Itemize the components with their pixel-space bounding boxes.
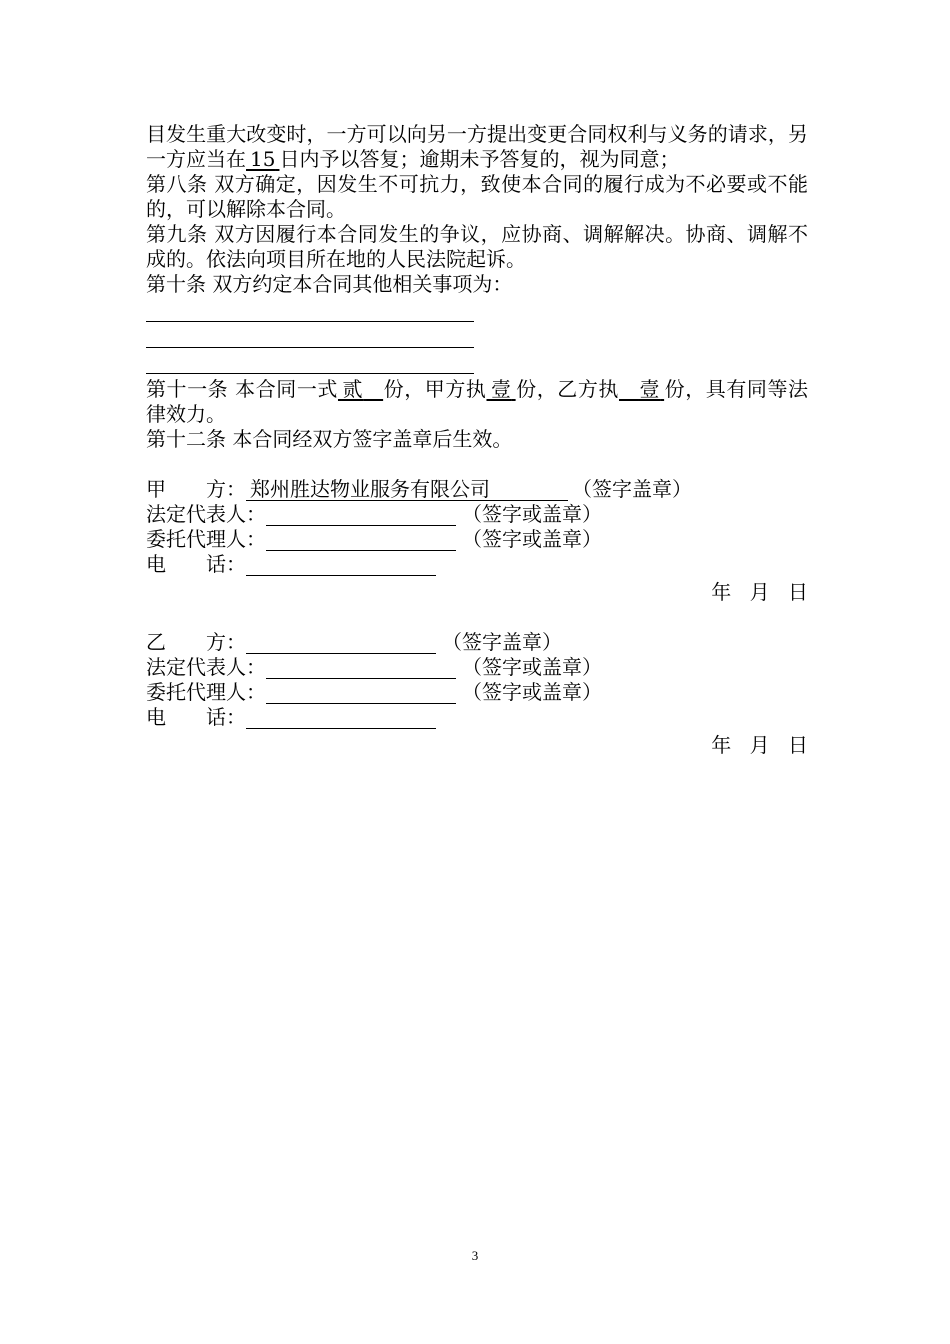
clause-7-text: 目发生重大改变时，一方可以向另一方提出变更合同权利与义务的请求，另一方应当在: [146, 122, 808, 171]
party-a-name-note: （签字盖章）: [572, 477, 692, 501]
party-b-rep-label: 法定代表人：: [146, 655, 266, 679]
party-b-agent-row: [146, 680, 808, 705]
party-a-label: 甲 方：: [146, 477, 246, 501]
party-a-agent-row: [146, 527, 808, 552]
copies-total: [338, 377, 383, 401]
party-a-phone-row: [146, 552, 808, 577]
party-b-rep-note: （签字或盖章）: [462, 655, 602, 679]
party-b-name-row: [146, 630, 808, 655]
party-a-name: 郑州胜达物业服务有限公司: [250, 477, 490, 501]
party-a-phone-field[interactable]: [246, 553, 436, 576]
party-b-block: [146, 630, 808, 758]
clause-11: [146, 377, 808, 427]
clause-11-text: 份，乙方执: [515, 377, 619, 401]
party-a-agent-field[interactable]: [266, 528, 456, 551]
party-b-rep-field[interactable]: [266, 656, 456, 679]
party-b-phone-row: [146, 705, 808, 730]
clause-7-tail: [146, 122, 808, 172]
copies-total-value: 贰: [341, 377, 364, 401]
party-a-block: [146, 477, 808, 605]
copies-party-a-value: 壹: [490, 377, 512, 401]
other-matters-blanks: [146, 299, 808, 374]
clause-12: 第十二条 本合同经双方签字盖章后生效。: [146, 427, 513, 451]
clause-11-text: 份，具有同等法律效力。: [146, 377, 809, 426]
party-b-agent-field[interactable]: [266, 681, 456, 704]
clause-10: 第十条 双方约定本合同其他相关事项为：: [146, 272, 513, 296]
blank-line: [146, 325, 474, 348]
party-b-label: 乙 方：: [146, 630, 246, 654]
party-a-date: 年 月 日: [711, 580, 808, 604]
party-b-phone-label: 电 话：: [146, 705, 246, 729]
contract-page: [146, 122, 808, 758]
party-b-agent-note: （签字或盖章）: [462, 680, 602, 704]
party-a-rep-field[interactable]: [266, 503, 456, 526]
party-b-agent-label: 委托代理人：: [146, 680, 266, 704]
clause-11-text: 第十一条 本合同一式: [146, 377, 338, 401]
party-a-agent-note: （签字或盖章）: [462, 527, 602, 551]
party-b-phone-field[interactable]: [246, 706, 436, 729]
party-a-rep-row: [146, 502, 808, 527]
party-b-name-note: （签字盖章）: [442, 630, 562, 654]
party-a-phone-label: 电 话：: [146, 552, 246, 576]
party-b-rep-row: [146, 655, 808, 680]
page-number: 3: [471, 1248, 479, 1263]
blank-line: [146, 299, 474, 322]
party-b-date: 年 月 日: [711, 733, 808, 757]
copies-party-b: [619, 377, 664, 401]
party-a-agent-label: 委托代理人：: [146, 527, 266, 551]
party-a-rep-label: 法定代表人：: [146, 502, 266, 526]
clause-7-end: 日内予以答复；逾期未予答复的，视为同意；: [279, 147, 680, 171]
clause-11-text: 份，甲方执: [383, 377, 487, 401]
party-b-name-field[interactable]: [246, 631, 436, 654]
clause-9: 第九条 双方因履行本合同发生的争议，应协商、调解解决。协商、调解不成的。依法向项目所在地的人民法院起诉。: [146, 222, 808, 271]
copies-party-b-value: 壹: [638, 377, 661, 401]
party-a-rep-note: （签字或盖章）: [462, 502, 602, 526]
copies-party-a: [486, 377, 515, 401]
party-a-name-field[interactable]: [246, 478, 568, 501]
blank-line: [146, 351, 474, 374]
clause-7-days-value: 15: [250, 147, 276, 171]
party-a-name-row: [146, 477, 808, 502]
clause-8: 第八条 双方确定，因发生不可抗力，致使本合同的履行成为不必要或不能的，可以解除本合同。: [146, 172, 808, 221]
clause-7-days: [246, 147, 279, 171]
